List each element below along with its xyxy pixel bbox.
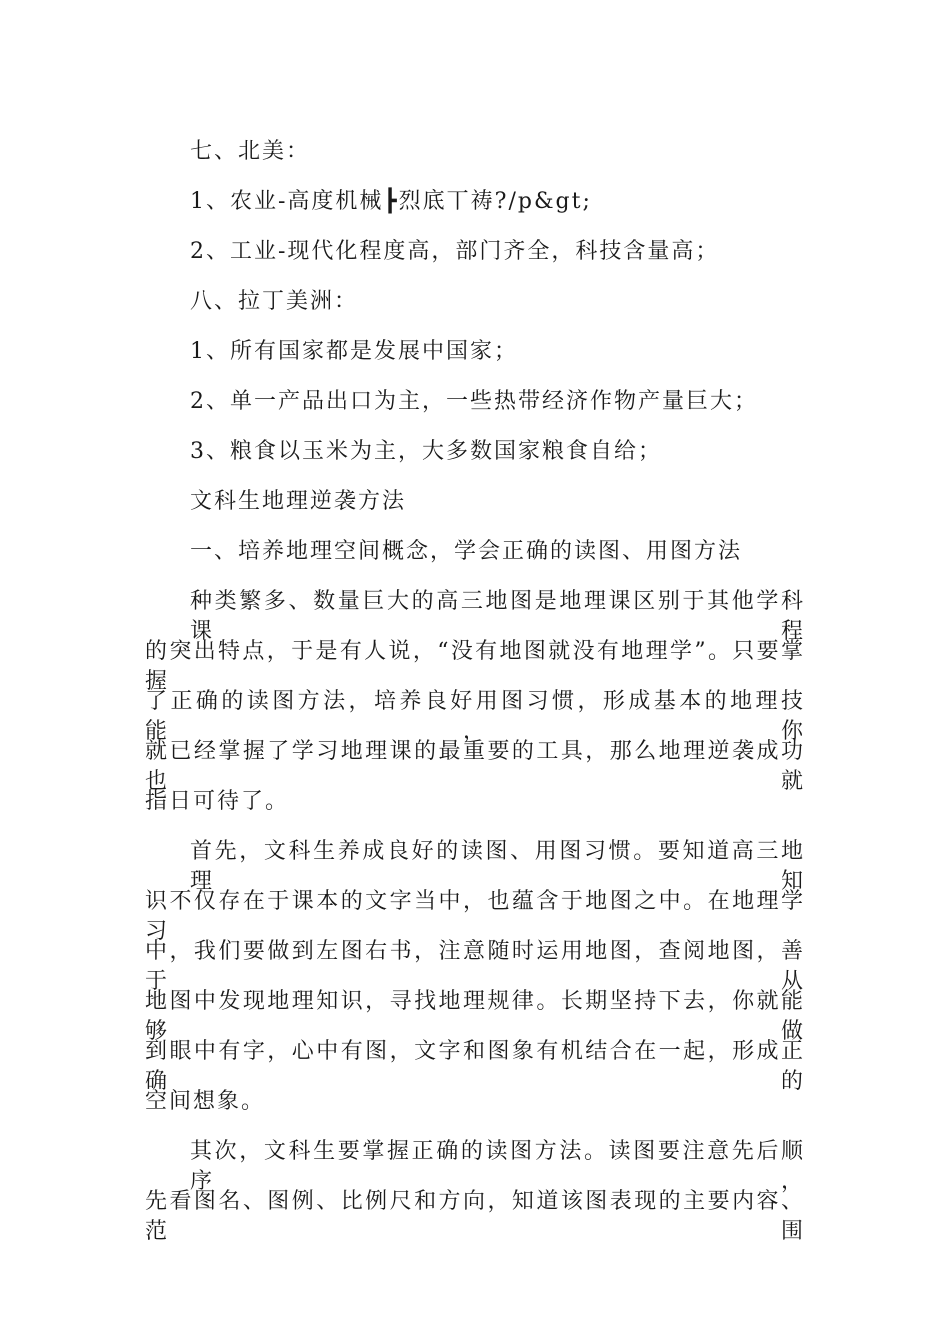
paragraph-line: 首先，文科生养成良好的读图、用图习惯。要知道高三地理知 (190, 839, 805, 894)
heading-north-america: 七、北美： (190, 139, 311, 164)
paragraph-line: 地图中发现地理知识，寻找地理规律。长期坚持下去，你就能够做 (145, 989, 805, 1044)
paragraph-line: 了正确的读图方法，培养良好用图习惯，形成基本的地理技能，你 (145, 689, 805, 744)
paragraph-line: 种类繁多、数量巨大的高三地图是地理课区别于其他学科课程 (190, 589, 805, 644)
heading-latin-america: 八、拉丁美洲： (190, 289, 359, 314)
text-line: 1、农业-高度机械┣烈底丅祷?/p&gt; (190, 189, 592, 214)
section-title: 文科生地理逆袭方法 (190, 489, 407, 514)
text-line: 2、工业-现代化程度高，部门齐全，科技含量高； (190, 239, 720, 264)
paragraph-line: 识不仅存在于课本的文字当中，也蕴含于地图之中。在地理学习 (145, 889, 805, 944)
paragraph-line: 到眼中有字，心中有图，文字和图象有机结合在一起，形成正确的 (145, 1039, 805, 1094)
text-line: 3、粮食以玉米为主，大多数国家粮食自给； (190, 439, 662, 464)
paragraph-line: 指日可待了。 (145, 789, 290, 814)
text-line: 2、单一产品出口为主，一些热带经济作物产量巨大； (190, 389, 758, 414)
subsection-heading: 一、培养地理空间概念，学会正确的读图、用图方法 (190, 539, 743, 564)
paragraph-line: 的突出特点，于是有人说，“没有地图就没有地理学”。只要掌握 (145, 639, 805, 694)
paragraph-line: 中，我们要做到左图右书，注意随时运用地图，查阅地图，善于从 (145, 939, 805, 994)
paragraph-line: 先看图名、图例、比例尺和方向，知道该图表现的主要内容、范围 (145, 1189, 805, 1244)
paragraph-line: 就已经掌握了学习地理课的最重要的工具，那么地理逆袭成功也就 (145, 739, 805, 794)
paragraph-line: 空间想象。 (145, 1089, 266, 1114)
paragraph-line: 其次，文科生要掌握正确的读图方法。读图要注意先后顺序， (190, 1139, 805, 1194)
text-line: 1、所有国家都是发展中国家； (190, 339, 518, 364)
